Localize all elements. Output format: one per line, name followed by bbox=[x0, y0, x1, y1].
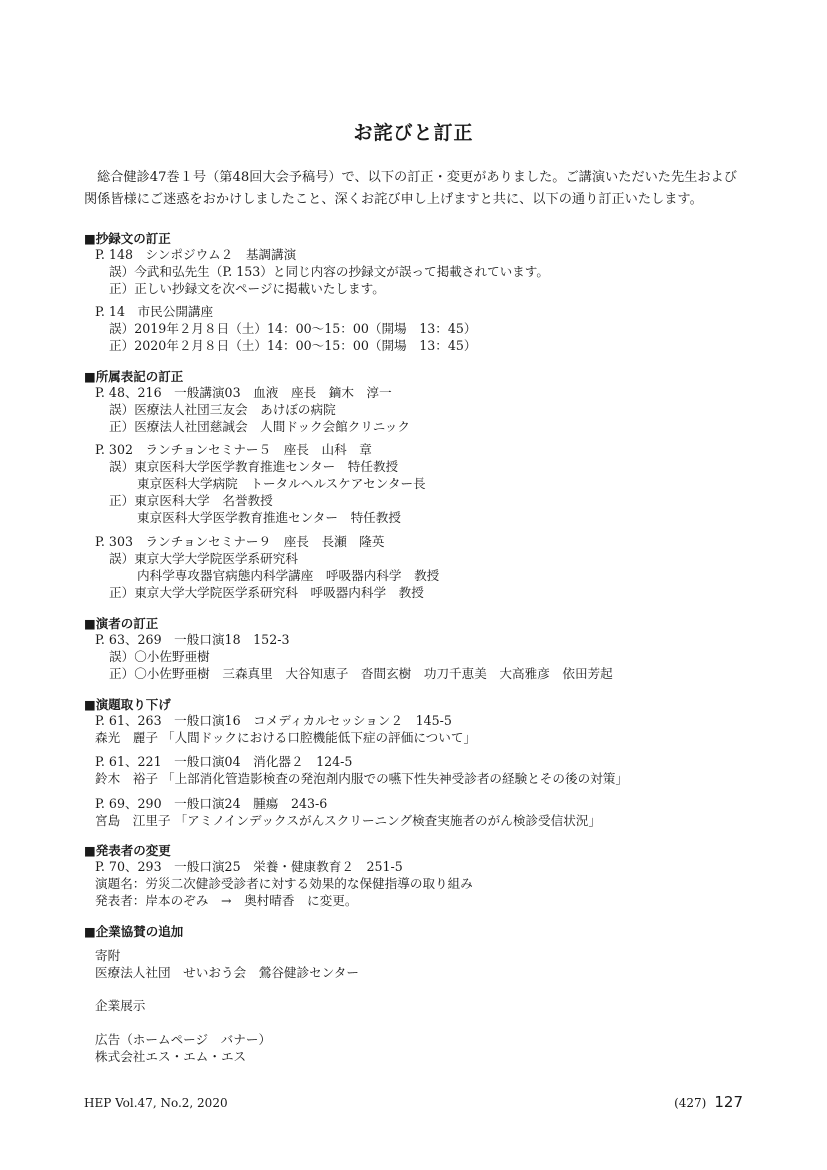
entry-line: 正）東京大学大学院医学系研究科 呼吸器内科学 教授 bbox=[109, 585, 424, 600]
entry-line: 内科学専攻器官病態内科学講座 呼吸器内科学 教授 bbox=[137, 568, 440, 583]
entry-line: 正）医療法人社団慈誠会 人間ドック会館クリニック bbox=[109, 419, 410, 434]
entry-line: 誤）東京大学大学院医学系研究科 bbox=[109, 551, 298, 566]
section-heading: ■発表者の変更 bbox=[84, 843, 171, 858]
entry-line: 誤）2019年２月８日（土）14：00～15：00（開場 13：45） bbox=[109, 321, 477, 336]
entry-line: 寄附 bbox=[95, 948, 121, 963]
entry-line: P. 303 ランチョンセミナー９ 座長 長瀬 隆英 bbox=[95, 534, 385, 549]
entry-line: 誤）〇小佐野亜樹 bbox=[109, 649, 210, 664]
intro-line-1: 総合健診47巻１号（第48回大会予稿号）で、以下の訂正・変更がありました。ご講演いただいた先生および bbox=[97, 170, 737, 185]
entry-line: 宮島 江里子 「アミノインデックスがんスクリーニング検査実施者のがん検診受信状況」 bbox=[95, 813, 601, 828]
entry-line: 正）〇小佐野亜樹 三森真里 大谷知恵子 沓間玄樹 功刀千恵美 大高雅彦 依田芳起 bbox=[109, 666, 613, 681]
entry-line: P. 302 ランチョンセミナー５ 座長 山科 章 bbox=[95, 442, 372, 457]
entry-line: 医療法人社団 せいおう会 鶯谷健診センター bbox=[95, 965, 359, 980]
entry-line: 東京医科大学医学教育推進センター 特任教授 bbox=[137, 510, 401, 525]
entry-line: 企業展示 bbox=[95, 998, 146, 1013]
journal-citation: HEP Vol.47, No.2, 2020 bbox=[84, 1096, 228, 1110]
entry-line: 発表者：岸本のぞみ → 奥村晴香 に変更。 bbox=[95, 893, 358, 908]
section-heading: ■所属表記の訂正 bbox=[84, 369, 184, 384]
entry-line: 誤）医療法人社団三友会 あけぼの病院 bbox=[109, 402, 336, 417]
entry-line: 株式会社エス・エム・エス bbox=[95, 1049, 247, 1064]
entry-line: P. 61、263 一般口演16 コメディカルセッション２ 145-5 bbox=[95, 713, 452, 728]
entry-line: P. 48、216 一般講演03 血液 座長 鏑木 淳一 bbox=[95, 385, 392, 400]
entry-line: 演題名：労災二次健診受診者に対する効果的な保健指導の取り組み bbox=[95, 876, 473, 891]
section-heading: ■演題取り下げ bbox=[84, 697, 171, 712]
entry-line: 正）2020年２月８日（土）14：00～15：00（開場 13：45） bbox=[109, 338, 477, 353]
page-number-block bbox=[674, 1093, 743, 1111]
entry-line: 森光 麗子 「人間ドックにおける口腔機能低下症の評価について」 bbox=[95, 730, 477, 745]
entry-line: 東京医科大学病院 トータルヘルスケアセンター長 bbox=[137, 476, 426, 491]
entry-line: 誤）東京医科大学医学教育推進センター 特任教授 bbox=[109, 459, 399, 474]
entry-line: 正）東京医科大学 名誉教授 bbox=[109, 493, 273, 508]
entry-line: P. 69、290 一般口演24 腫瘍 243-6 bbox=[95, 796, 328, 811]
section-heading: ■企業協賛の追加 bbox=[84, 924, 184, 939]
section-heading: ■抄録文の訂正 bbox=[84, 231, 171, 246]
intro-line-2: 関係皆様にご迷惑をおかけしましたこと、深くお詫び申し上げますと共に、以下の通り訂正いたします。 bbox=[84, 192, 703, 207]
entry-line: P. 70、293 一般口演25 栄養・健康教育２ 251-5 bbox=[95, 859, 403, 874]
page-number: 127 bbox=[714, 1093, 743, 1111]
entry-line: 鈴木 裕子 「上部消化管造影検査の発泡剤内服での嚥下性失神受診者の経験とその後の対策」 bbox=[95, 771, 628, 786]
entry-line: P. 61、221 一般口演04 消化器２ 124-5 bbox=[95, 754, 353, 769]
entry-line: P. 148 シンポジウム２ 基調講演 bbox=[95, 247, 297, 262]
entry-line: 広告（ホームページ バナー） bbox=[95, 1032, 272, 1047]
section-heading: ■演者の訂正 bbox=[84, 616, 159, 631]
entry-line: 誤）今武和弘先生（P. 153）と同じ内容の抄録文が誤って掲載されています。 bbox=[109, 264, 549, 279]
page-number-paren: (427) bbox=[674, 1096, 707, 1110]
page-title: お詫びと訂正 bbox=[353, 122, 474, 144]
entry-line: P. 63、269 一般口演18 152-3 bbox=[95, 632, 290, 647]
entry-line: P. 14 市民公開講座 bbox=[95, 304, 214, 319]
entry-line: 正）正しい抄録文を次ページに掲載いたします。 bbox=[109, 281, 385, 296]
